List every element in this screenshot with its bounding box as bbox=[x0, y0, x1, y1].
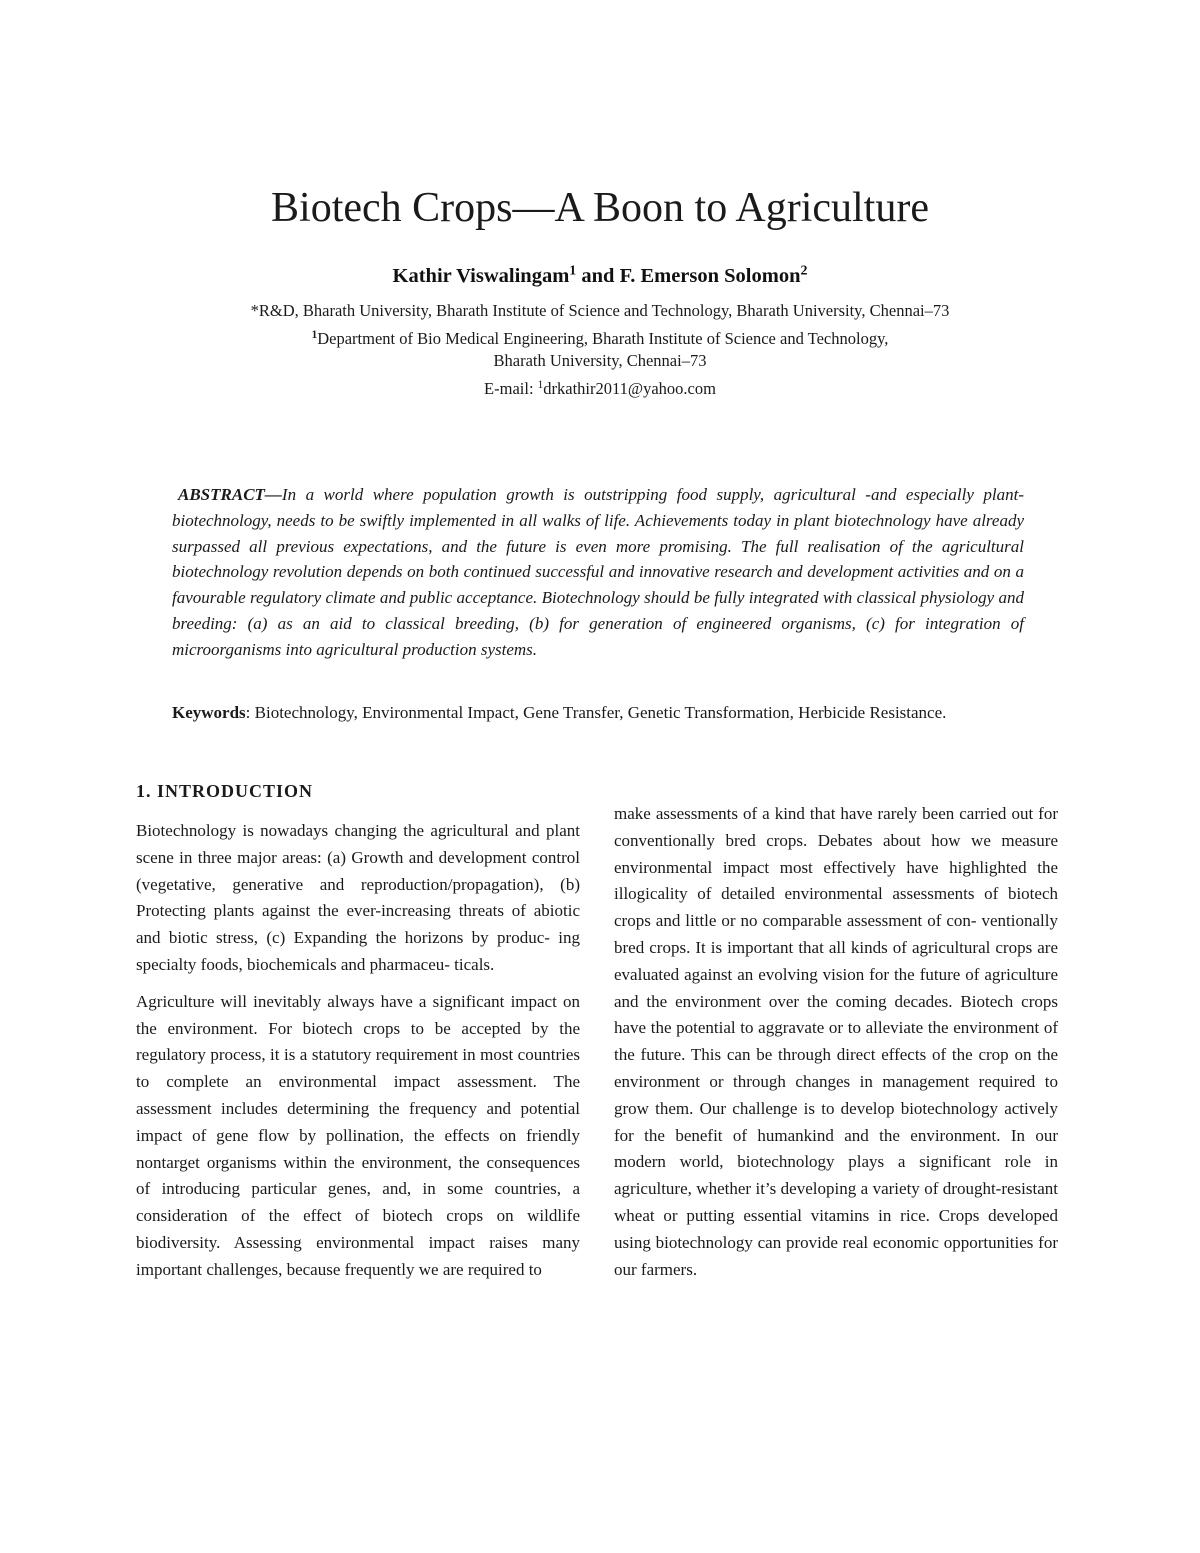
email-label: E-mail: bbox=[484, 379, 538, 398]
keywords bbox=[172, 700, 1024, 726]
body-paragraph: Agriculture will inevitably always have a significant impact on the environment. For biotech crops to be accepted by the regulatory process, it is a statutory requirement in most countries to complete an environmental impact assessment. The assessment includes determining the frequency and potential impact of gene flow by pollination, the effects on friendly nontarget organisms within the environment, the consequences of introducing particular genes, and, in some countries, a consideration of the effect of biotech crops on wildlife biodiversity. Assessing environmental impact raises many important challenges, because frequently we are required to bbox=[136, 991, 580, 1279]
paper-title: Biotech Crops—A Boon to Agriculture bbox=[271, 185, 929, 231]
abstract-text: In a world where population growth is outstripping food supply, agricultural -and especially plant-biotechnology, needs to be swiftly implemented in all walks of life. Achievements today in plant biotechnology have already surpassed all previous expectations, and the future is even more promising. The full realisation of the agricultural biotechnology revolution depends on both continued successful and innovative research and development activities and on a favourable regulatory climate and public acceptance. Biotechnology should be fully integrated with classical physiology and breeding: (a) as an aid to classical breeding, (b) for generation of engineered organisms, (c) for integration of microorganisms into agricultural production systems. bbox=[172, 485, 1024, 659]
author-superscript: 1 bbox=[569, 263, 577, 279]
affiliation-line: *R&D, Bharath University, Bharath Institute of Science and Technology, Bharath University, Chennai–73 bbox=[250, 301, 950, 320]
affiliation-line: Bharath University, Chennai–73 bbox=[493, 351, 707, 370]
author-name: F. Emerson Solomon bbox=[619, 265, 801, 287]
left-column bbox=[136, 818, 580, 1284]
email-address: drkathir2011@yahoo.com bbox=[543, 379, 716, 398]
affiliation-superscript: 1 bbox=[311, 328, 318, 341]
keywords-label: Keywords bbox=[172, 703, 246, 722]
email-line bbox=[0, 378, 1200, 400]
author-line bbox=[0, 262, 1200, 290]
keywords-text: : Biotechnology, Environmental Impact, Gene Transfer, Genetic Transformation, Herbicide Resistance. bbox=[245, 703, 947, 722]
affiliation-text: Department of Bio Medical Engineering, Bharath Institute of Science and Technology, bbox=[317, 329, 889, 348]
author-superscript: 2 bbox=[800, 263, 808, 279]
body-paragraph: Biotechnology is nowadays changing the agricultural and plant scene in three major areas: (a) Growth and development control (vegetative, generative and reproduction/propagation), (b) Protecting plants against the ever-increasing threats of abiotic and biotic stress, (c) Expanding the horizons by produc- ing specialty foods, biochemicals and pharmaceu- ticals. bbox=[136, 821, 580, 974]
affiliation-line bbox=[0, 328, 1200, 350]
abstract bbox=[172, 482, 1024, 663]
author-name: Kathir Viswalingam bbox=[392, 265, 570, 287]
section-heading: 1. INTRODUCTION bbox=[136, 781, 314, 801]
author-joiner: and bbox=[576, 265, 620, 287]
right-column bbox=[614, 801, 1058, 1283]
email-superscript: 1 bbox=[537, 378, 544, 391]
abstract-label: ABSTRACT— bbox=[178, 485, 282, 504]
body-paragraph: make assessments of a kind that have rarely been carried out for conventionally bred crops. Debates about how we measure environmental impact most effectively have highlighted the illogicality of detailed environmental assessments of biotech crops and little or no comparable assessment of con- ventionally bred crops. It is important that all kinds of agricultural crops are evaluated against an evolving vision for the future of agriculture and the environment over the coming decades. Biotech crops have the potential to aggravate or to alleviate the environment of the future. This can be through direct effects of the crop on the environment or through changes in management required to grow them. Our challenge is to develop biotechnology actively for the benefit of humankind and the environment. In our modern world, biotechnology plays a significant role in agriculture, whether it’s developing a variety of drought-resistant wheat or putting essential vitamins in rice. Crops developed using biotechnology can provide real economic opportunities for our farmers. bbox=[614, 804, 1058, 1279]
